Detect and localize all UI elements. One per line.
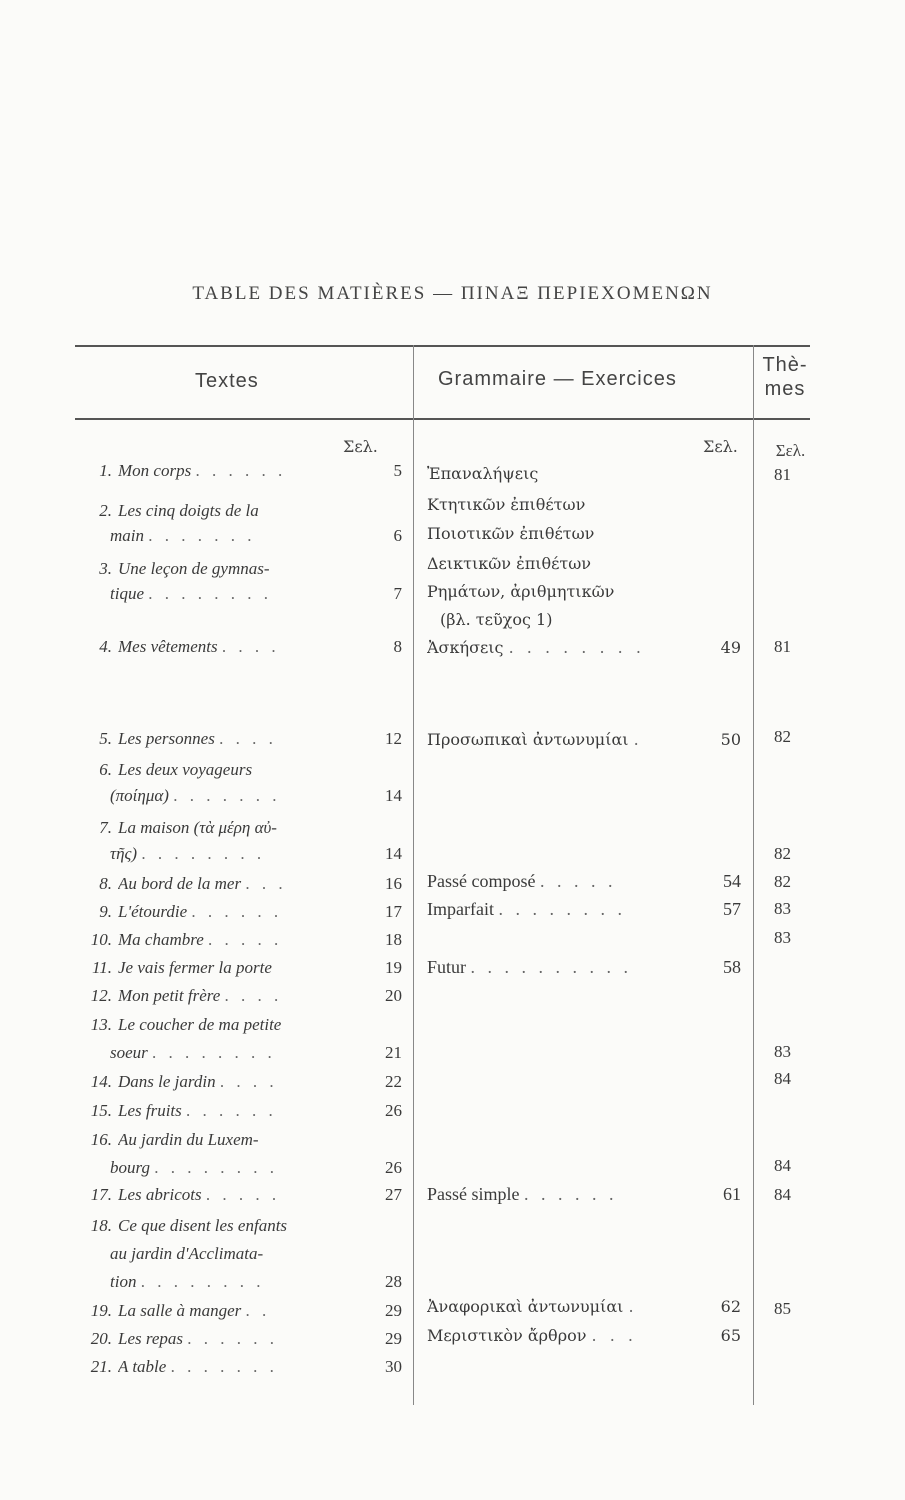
entry-number: 4.	[99, 637, 112, 656]
theme-page: 84	[774, 1069, 791, 1088]
entry-page: 29	[385, 1329, 402, 1348]
entry-page: 28	[385, 1272, 402, 1291]
entry-title: soeur	[110, 1043, 148, 1062]
theme-page: 82	[774, 727, 791, 746]
entry-number: 16.	[90, 1130, 112, 1149]
theme-page: 83	[774, 1042, 791, 1061]
grammar-entry: Μεριστικὸν ἄρθρον . . . 65	[427, 1322, 745, 1350]
toc-entry	[80, 1212, 405, 1240]
toc-entry: 10. Ma chambre . . . . . 18	[80, 926, 405, 954]
entry-number: 18.	[90, 1216, 112, 1235]
column-header-textes: Textes	[195, 370, 259, 392]
toc-entry: tique . . . . . . . . 7	[80, 580, 405, 608]
toc-entry: 5. Les personnes . . . . 12	[80, 725, 405, 753]
entry-page: 16	[385, 874, 402, 893]
toc-entry	[80, 497, 405, 525]
entry-page: 8	[393, 637, 402, 656]
toc-entry: 15. Les fruits . . . . . . 26	[80, 1097, 405, 1125]
grammar-title: Μεριστικὸν ἄρθρον	[427, 1326, 587, 1345]
entry-page: 30	[385, 1357, 402, 1376]
theme-page: 84	[774, 1185, 791, 1204]
toc-entry: main . . . . . . . 6	[80, 522, 405, 550]
grammar-title: Passé simple	[427, 1184, 520, 1204]
entry-page: 20	[385, 986, 402, 1005]
grammar-entry: Προσωπικαὶ ἀντωνυμίαι . 50	[427, 726, 745, 754]
grammar-title: Futur	[427, 957, 467, 977]
toc-entry: 4. Mes vêtements . . . . 8	[80, 633, 405, 661]
entry-page: 12	[385, 729, 402, 748]
entry-number: 17.	[90, 1185, 112, 1204]
entry-number: 21.	[90, 1357, 112, 1376]
theme-page: 85	[774, 1299, 791, 1318]
entry-number: 19.	[90, 1301, 112, 1320]
grammar-title: Ἐπαναλήψεις	[427, 464, 539, 483]
entry-title: Les fruits	[118, 1101, 182, 1120]
entry-page: 22	[385, 1072, 402, 1091]
entry-title: Je vais fermer la porte	[118, 958, 272, 977]
entry-title: Dans le jardin	[118, 1072, 216, 1091]
toc-entry	[80, 814, 405, 842]
entry-page: 26	[385, 1158, 402, 1177]
page-title: TABLE DES MATIÈRES — ΠΙΝΑΞ ΠΕΡΙΕΧΟΜΕΝΩΝ	[192, 283, 713, 304]
toc-entry: 17. Les abricots . . . . . 27	[80, 1181, 405, 1209]
theme-page: 82	[774, 872, 791, 891]
grammar-entry	[427, 491, 745, 519]
grammar-title: Δεικτικῶν ἐπιθέτων	[427, 554, 592, 573]
grammar-entry	[427, 520, 745, 548]
entry-page: 14	[385, 844, 402, 863]
entry-number: 1.	[99, 461, 112, 480]
toc-entry	[80, 1126, 405, 1154]
toc-entry: 21. A table . . . . . . . 30	[80, 1353, 405, 1381]
entry-title: Le coucher de ma petite	[118, 1015, 282, 1034]
grammar-title: Ποιοτικῶν ἐπιθέτων	[427, 524, 595, 543]
toc-entry: (ποίημα) . . . . . . . 14	[80, 782, 405, 810]
column-divider-left	[413, 345, 414, 1405]
entry-title: main	[110, 526, 144, 545]
grammar-title: (βλ. τεῦχος 1)	[440, 610, 553, 629]
entry-title: L'étourdie	[118, 902, 188, 921]
entry-title: Mon corps	[118, 461, 192, 480]
grammar-entry	[427, 550, 745, 578]
theme-page: 81	[774, 465, 791, 484]
entry-number: 2.	[99, 501, 112, 520]
toc-entry	[80, 756, 405, 784]
entry-number: 15.	[90, 1101, 112, 1120]
grammar-title: Imparfait	[427, 899, 494, 919]
column-header-themes-line1: Thè-	[762, 354, 808, 376]
grammar-page: 62	[720, 1297, 741, 1316]
toc-entry: bourg . . . . . . . . 26	[80, 1154, 405, 1182]
entry-page: 7	[393, 584, 402, 603]
entry-title: tique	[110, 584, 144, 603]
entry-title: Les deux voyageurs	[118, 760, 253, 779]
grammar-entry: Passé composé . . . . . 54	[427, 867, 745, 895]
page-abbr-textes: Σελ.	[343, 437, 378, 456]
entry-title: Les abricots	[118, 1185, 202, 1204]
toc-entry: 19. La salle à manger . . 29	[80, 1297, 405, 1325]
grammar-page: 65	[720, 1326, 741, 1345]
top-rule	[75, 345, 810, 347]
entry-page: 14	[385, 786, 402, 805]
grammar-title: Passé composé	[427, 871, 536, 891]
grammar-title: Ἀσκήσεις	[427, 638, 504, 657]
page-abbr-grammaire: Σελ.	[703, 437, 738, 456]
entry-number: 3.	[99, 559, 112, 578]
entry-title: Ce que disent les enfants	[118, 1216, 288, 1235]
theme-page: 81	[774, 637, 791, 656]
toc-entry	[80, 555, 405, 583]
entry-page: 26	[385, 1101, 402, 1120]
entry-number: 20.	[90, 1329, 112, 1348]
entry-number: 5.	[99, 729, 112, 748]
entry-number: 7.	[99, 818, 112, 837]
toc-entry: tion . . . . . . . . 28	[80, 1268, 405, 1296]
toc-entry: 9. L'étourdie . . . . . . 17	[80, 898, 405, 926]
grammar-entry: Passé simple . . . . . . 61	[427, 1180, 745, 1208]
entry-title: Mes vêtements	[118, 637, 218, 656]
theme-page: 84	[774, 1156, 791, 1175]
entry-title: La maison (τὰ μέρη αὐ-	[118, 818, 277, 837]
entry-title: Mon petit frère	[118, 986, 221, 1005]
entry-number: 14.	[90, 1072, 112, 1091]
grammar-entry: Ἀσκήσεις . . . . . . . . 49	[427, 634, 745, 662]
grammar-page: 49	[720, 638, 741, 657]
entry-title: tion	[110, 1272, 137, 1291]
entry-title: τῆς)	[110, 844, 138, 863]
entry-title: Une leçon de gymnas-	[118, 559, 270, 578]
toc-entry	[80, 954, 405, 982]
toc-entry	[80, 1240, 405, 1268]
toc-entry: τῆς) . . . . . . . . 14	[80, 840, 405, 868]
entry-title: Les personnes	[118, 729, 215, 748]
entry-number: 11.	[92, 958, 112, 977]
header-rule	[75, 418, 810, 420]
grammar-page: 58	[723, 957, 741, 977]
grammar-title: Κτητικῶν ἐπιθέτων	[427, 495, 586, 514]
grammar-page: 57	[723, 899, 741, 919]
entry-number: 9.	[99, 902, 112, 921]
entry-page: 6	[393, 526, 402, 545]
grammar-page: 61	[723, 1184, 741, 1204]
grammar-page: 54	[723, 871, 741, 891]
entry-number: 12.	[90, 986, 112, 1005]
entry-page: 27	[385, 1185, 402, 1204]
toc-entry: 1. Mon corps . . . . . . 5	[80, 457, 405, 485]
toc-entry	[80, 1011, 405, 1039]
column-header-themes-line2: mes	[764, 378, 806, 400]
entry-title: Ma chambre	[118, 930, 204, 949]
entry-page: 5	[393, 461, 402, 480]
theme-page: 83	[774, 928, 791, 947]
toc-entry: soeur . . . . . . . . 21	[80, 1039, 405, 1067]
column-divider-right	[753, 345, 754, 1405]
toc-entry: 12. Mon petit frère . . . . 20	[80, 982, 405, 1010]
entry-title: Au bord de la mer	[118, 874, 242, 893]
entry-page: 29	[385, 1301, 402, 1320]
page-abbr-themes: Σελ.	[775, 441, 806, 460]
grammar-entry	[427, 578, 745, 606]
column-header-grammaire: Grammaire — Exercices	[438, 368, 677, 390]
entry-title: La salle à manger	[118, 1301, 242, 1320]
entry-title: Les repas	[118, 1329, 184, 1348]
entry-page: 19	[385, 958, 402, 977]
toc-entry: 8. Au bord de la mer . . . 16	[80, 870, 405, 898]
grammar-entry: Imparfait . . . . . . . . 57	[427, 895, 745, 923]
entry-page: 21	[385, 1043, 402, 1062]
grammar-title: Προσωπικαὶ ἀντωνυμίαι	[427, 730, 629, 749]
entry-title: A table	[118, 1357, 167, 1376]
entry-title: (ποίημα)	[110, 786, 169, 805]
entry-title: au jardin d'Acclimata-	[110, 1244, 264, 1263]
column-header-themes	[760, 353, 810, 401]
entry-number: 10.	[90, 930, 112, 949]
grammar-title: Ἀναφορικαὶ ἀντωνυμίαι	[427, 1297, 624, 1316]
toc-entry: 20. Les repas . . . . . . 29	[80, 1325, 405, 1353]
grammar-entry: Ἀναφορικαὶ ἀντωνυμίαι . 62	[427, 1293, 745, 1321]
grammar-page: 50	[720, 730, 741, 749]
theme-page: 83	[774, 899, 791, 918]
entry-page: 17	[385, 902, 402, 921]
entry-title: Au jardin du Luxem-	[118, 1130, 259, 1149]
grammar-entry	[427, 460, 745, 488]
entry-number: 8.	[99, 874, 112, 893]
entry-title: Les cinq doigts de la	[118, 501, 259, 520]
grammar-entry: Futur . . . . . . . . . . 58	[427, 953, 745, 981]
entry-number: 6.	[99, 760, 112, 779]
grammar-entry	[440, 606, 758, 634]
grammar-title: Ρημάτων, ἀριθμητικῶν	[427, 582, 615, 601]
entry-title: bourg	[110, 1158, 150, 1177]
toc-entry: 14. Dans le jardin . . . . 22	[80, 1068, 405, 1096]
entry-number: 13.	[90, 1015, 112, 1034]
entry-page: 18	[385, 930, 402, 949]
theme-page: 82	[774, 844, 791, 863]
